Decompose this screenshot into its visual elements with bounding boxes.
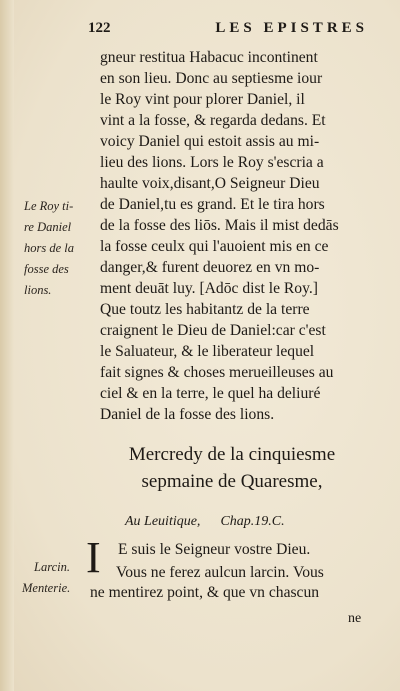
text-line: danger,& furent deuorez en vn mo- <box>100 259 320 276</box>
text-line: E suis le Seigneur vostre Dieu. <box>118 541 311 558</box>
running-title: LES EPISTRES <box>215 20 368 36</box>
margin-note-line: lions. <box>24 283 52 297</box>
text-line: gneur restitua Habacuc incontinent <box>100 49 318 66</box>
text-line: de la fosse des liōs. Mais il mist dedās <box>100 217 339 234</box>
text-line: haulte voix,disant,O Seigneur Dieu <box>100 175 320 192</box>
text-line: en son lieu. Donc au septiesme iour <box>100 70 323 87</box>
margin-note-line: re Daniel <box>24 220 72 234</box>
text-line: fait signes & choses merueilleuses au <box>100 364 334 381</box>
margin-note-line: fosse des <box>24 262 69 276</box>
text-line: le Saluateur, & le liberateur lequel <box>100 343 315 360</box>
text-line: de Daniel,tu es grand. Et le tira hors <box>100 196 325 213</box>
page-number: 122 <box>88 20 111 36</box>
section-heading-line-1: Mercredy de la cinquiesme <box>128 444 336 465</box>
chapter-reference: Chap.19.C. <box>220 514 285 529</box>
scripture-reference <box>125 514 285 530</box>
source-book: Au Leuitique, <box>125 514 201 529</box>
text-line: Vous ne ferez aulcun larcin. Vous <box>116 564 324 581</box>
drop-cap: I <box>86 533 101 582</box>
text-line: vint a la fosse, & regarda dedans. Et <box>100 112 326 129</box>
margin-note-line: Le Roy ti- <box>24 199 74 213</box>
text-line: ciel & en la terre, le quel ha deliuré <box>100 385 321 402</box>
text-line: le Roy vint pour plorer Daniel, il <box>100 91 305 108</box>
margin-note-line: hors de la <box>24 241 74 255</box>
text-line: lieu des lions. Lors le Roy s'escria a <box>100 154 324 171</box>
margin-note-lying: Menterie. <box>22 581 71 595</box>
text-line: ment deuāt luy. [Adōc dist le Roy.] <box>100 280 318 297</box>
text-line: voicy Daniel qui estoit assis au mi- <box>100 133 320 150</box>
text-line: Daniel de la fosse des lions. <box>100 406 275 423</box>
text-line: craignent le Dieu de Daniel:car c'est <box>100 322 326 339</box>
text-line: la fosse ceulx qui l'auoient mis en ce <box>100 238 329 255</box>
text-line: Que toutz les habitantz de la terre <box>100 301 310 318</box>
margin-note-larceny: Larcin. <box>34 560 70 574</box>
running-header <box>88 20 368 37</box>
catchword: ne <box>348 611 362 626</box>
section-heading-line-2: sepmaine de Quaresme, <box>141 471 323 492</box>
text-line: ne mentirez point, & que vn chascun <box>90 584 320 601</box>
